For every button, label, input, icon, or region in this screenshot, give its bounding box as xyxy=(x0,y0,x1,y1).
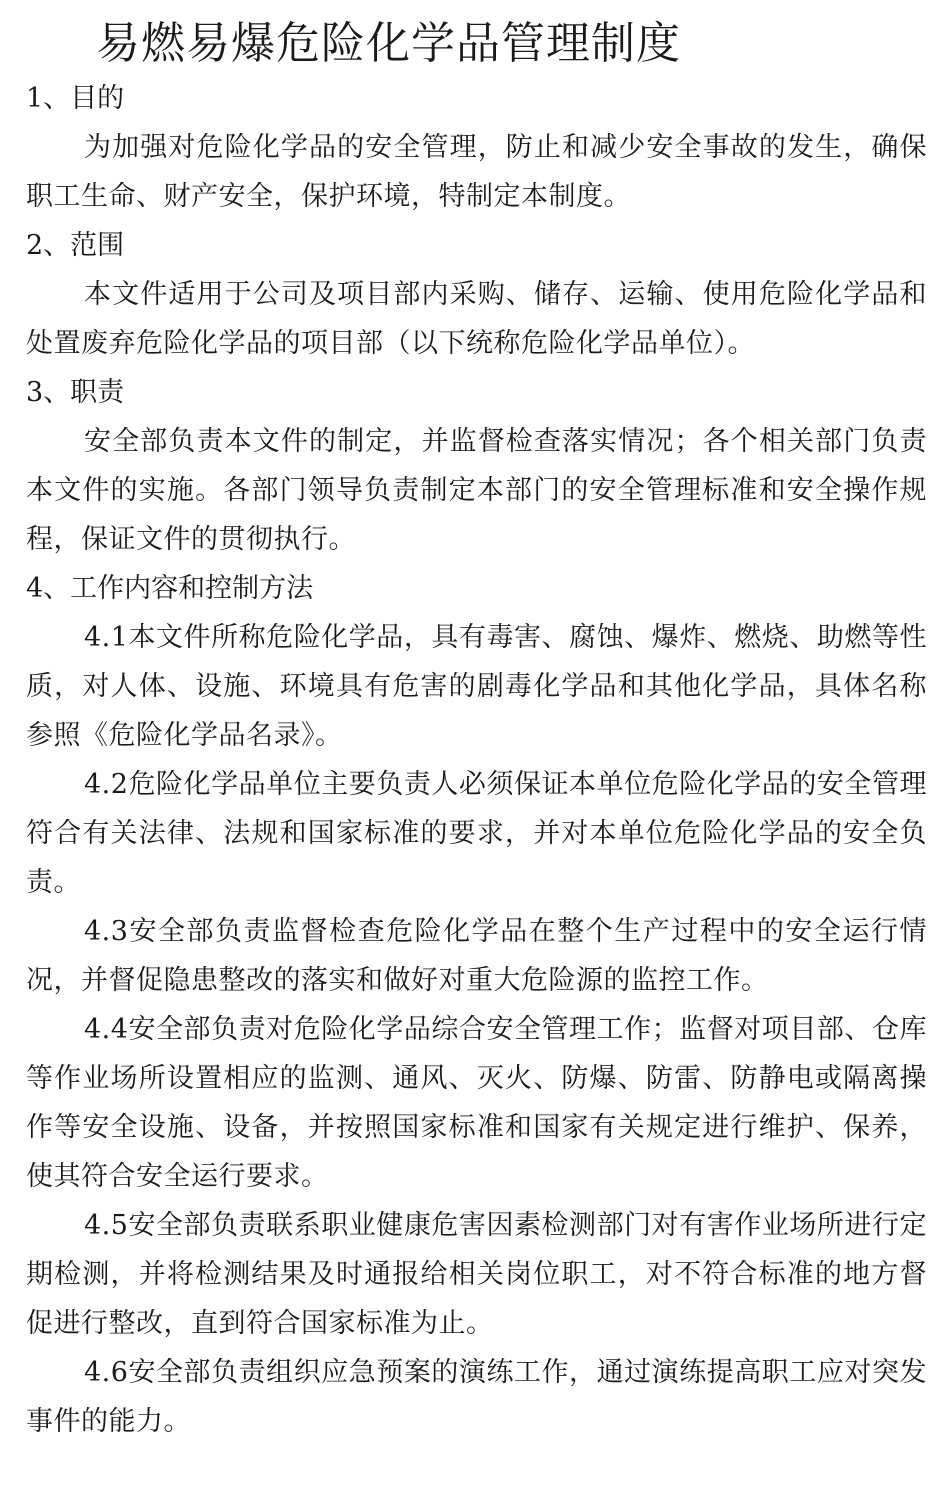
section-responsibilities xyxy=(26,368,927,564)
document-title: 易燃易爆危险化学品管理制度 xyxy=(96,18,681,69)
clause-4-3: 4.3安全部负责监督检查危险化学品在整个生产过程中的安全运行情况，并督促隐患整改的落实和做好对重大危险源的监控工作。 xyxy=(26,916,927,996)
section-paragraph-purpose: 为加强对危险化学品的安全管理，防止和减少安全事故的发生，确保职工生命、财产安全，保护环境，特制定本制度。 xyxy=(26,132,927,212)
section-purpose xyxy=(26,74,927,221)
clause-4-4: 4.4安全部负责对危险化学品综合安全管理工作；监督对项目部、仓库等作业场所设置相应的监测、通风、灭火、防爆、防雷、防静电或隔离操作等安全设施、设备，并按照国家标准和国家有关规定进行维护、保养，使其符合安全运行要求。 xyxy=(26,1014,927,1192)
clause-4-2: 4.2危险化学品单位主要负责人必须保证本单位危险化学品的安全管理符合有关法律、法规和国家标准的要求，并对本单位危险化学品的安全负责。 xyxy=(26,769,927,898)
section-paragraph-scope: 本文件适用于公司及项目部内采购、储存、运输、使用危险化学品和处置废弃危险化学品的项目部（以下统称危险化学品单位）。 xyxy=(26,279,927,359)
clause-4-5: 4.5安全部负责联系职业健康危害因素检测部门对有害作业场所进行定期检测，并将检测结果及时通报给相关岗位职工，对不符合标准的地方督促进行整改，直到符合国家标准为止。 xyxy=(26,1210,927,1339)
section-heading-scope: 2、范围 xyxy=(26,230,125,261)
section-paragraph-responsibilities: 安全部负责本文件的制定，并监督检查落实情况；各个相关部门负责本文件的实施。各部门领导负责制定本部门的安全管理标准和安全操作规程，保证文件的贯彻执行。 xyxy=(26,426,927,555)
clause-4-1: 4.1本文件所称危险化学品，具有毒害、腐蚀、爆炸、燃烧、助燃等性质，对人体、设施、环境具有危害的剧毒化学品和其他化学品，具体名称参照《危险化学品名录》。 xyxy=(26,622,927,751)
section-work-content xyxy=(26,564,927,1446)
section-scope xyxy=(26,221,927,368)
section-heading-purpose: 1、目的 xyxy=(26,83,125,114)
section-heading-responsibilities: 3、职责 xyxy=(26,377,125,408)
section-heading-work-content: 4、工作内容和控制方法 xyxy=(26,573,314,604)
clause-4-6: 4.6安全部负责组织应急预案的演练工作，通过演练提高职工应对突发事件的能力。 xyxy=(26,1357,927,1437)
